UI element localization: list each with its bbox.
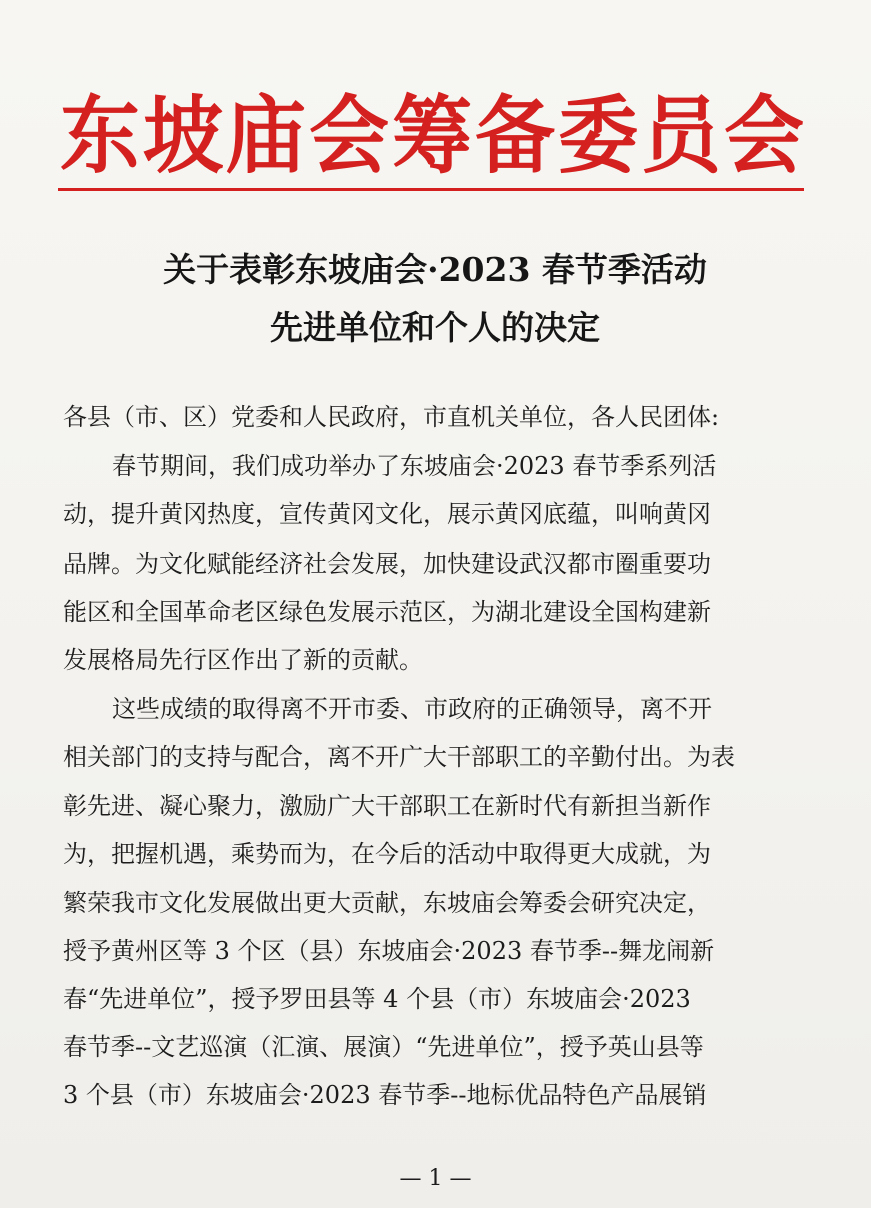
paragraph-1-line: 春节期间，我们成功举办了东坡庙会·2023 春节季系列活 xyxy=(112,452,717,480)
paragraph-2-line: 这些成绩的取得离不开市委、市政府的正确领导，离不开 xyxy=(112,695,712,723)
page-number: — 1 — xyxy=(399,1166,472,1191)
paragraph-1-line: 品牌。为文化赋能经济社会发展，加快建设武汉都市圈重要功 xyxy=(63,550,711,578)
paragraph-1-line: 能区和全国革命老区绿色发展示范区，为湖北建设全国构建新 xyxy=(63,598,711,626)
paragraph-2-line: 为，把握机遇，乘势而为，在今后的活动中取得更大成就，为 xyxy=(63,840,711,868)
paragraph-2-line: 3 个县（市）东坡庙会·2023 春节季--地标优品特色产品展销 xyxy=(63,1081,707,1109)
paragraph-1-line: 发展格局先行区作出了新的贡献。 xyxy=(63,646,423,674)
paragraph-2-line: 相关部门的支持与配合，离不开广大干部职工的辛勤付出。为表 xyxy=(63,743,735,771)
letterhead-red-rule xyxy=(58,188,804,191)
paragraph-2-line: 繁荣我市文化发展做出更大贡献，东坡庙会筹委会研究决定， xyxy=(63,889,711,917)
document-title-line-2: 先进单位和个人的决定 xyxy=(270,308,600,347)
paragraph-1-line: 动，提升黄冈热度，宣传黄冈文化，展示黄冈底蕴，叫响黄冈 xyxy=(63,500,711,528)
paragraph-2-line: 春节季--文艺巡演（汇演、展演）“先进单位”，授予英山县等 xyxy=(63,1033,704,1061)
paragraph-2-line: 春“先进单位”，授予罗田县等 4 个县（市）东坡庙会·2023 xyxy=(63,985,691,1013)
paragraph-2-line: 彰先进、凝心聚力，激励广大干部职工在新时代有新担当新作 xyxy=(63,792,711,820)
paragraph-2-line: 授予黄州区等 3 个区（县）东坡庙会·2023 春节季--舞龙闹新 xyxy=(63,937,715,965)
salutation: 各县（市、区）党委和人民政府，市直机关单位，各人民团体: xyxy=(63,403,720,431)
document-title-line-1: 关于表彰东坡庙会·2023 春节季活动 xyxy=(163,250,707,289)
organization-letterhead: 东坡庙会筹备委员会 xyxy=(60,86,807,186)
